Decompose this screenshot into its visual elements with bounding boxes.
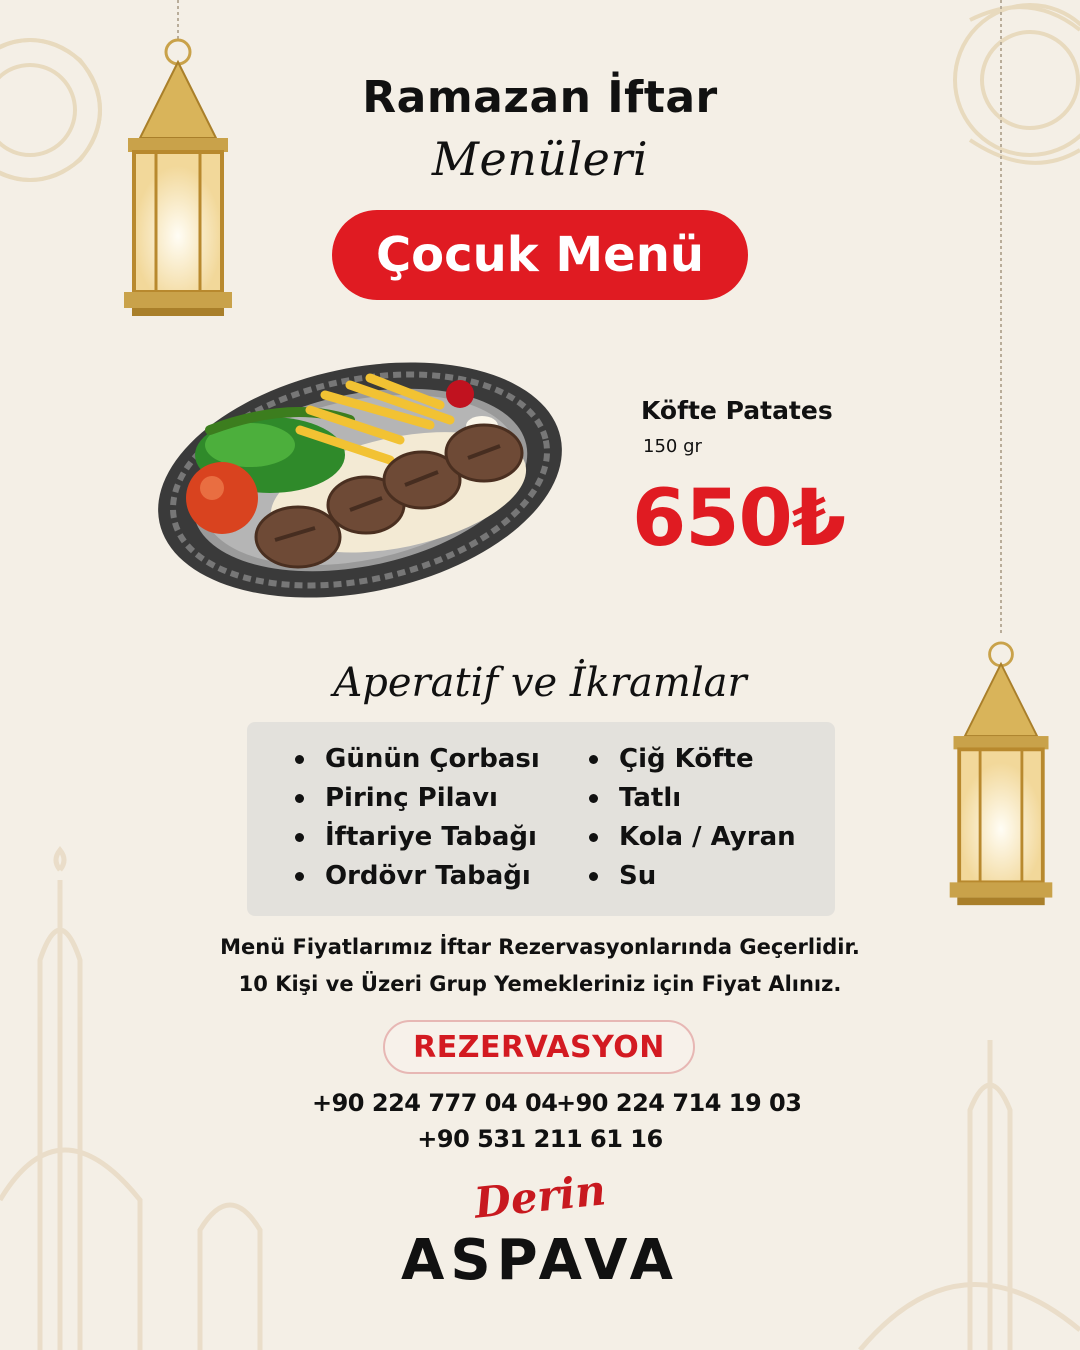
group-note: 10 Kişi ve Üzeri Grup Yemekleriniz için Fiyat Alınız. [238, 972, 842, 996]
list-item: Tatlı [589, 779, 796, 818]
list-item: Kola / Ayran [589, 818, 796, 857]
list-item: İftariye Tabağı [295, 818, 540, 857]
extras-list-left [295, 740, 540, 896]
bullet-icon [589, 755, 598, 764]
brand-logo-name: ASPAVA [401, 1228, 679, 1293]
bullet-icon [295, 833, 304, 842]
product-name: Köfte Patates [641, 396, 833, 425]
bullet-icon [589, 794, 598, 803]
reservation-button[interactable]: REZERVASYON [383, 1020, 695, 1074]
menu-badge: Çocuk Menü [332, 210, 748, 300]
bullet-icon [295, 872, 304, 881]
list-item: Ordövr Tabağı [295, 857, 540, 896]
page-title: Ramazan İftar [362, 72, 718, 123]
bullet-icon [295, 755, 304, 764]
phone-number-1[interactable]: +90 224 777 04 04 [312, 1089, 558, 1117]
product-price: 650₺ [632, 474, 846, 564]
phone-number-3[interactable]: +90 531 211 61 16 [417, 1125, 663, 1153]
food-plate-image [150, 350, 570, 610]
list-item: Su [589, 857, 796, 896]
product-weight: 150 gr [643, 436, 702, 457]
extras-box [247, 722, 835, 916]
list-item: Pirinç Pilavı [295, 779, 540, 818]
bullet-icon [295, 794, 304, 803]
list-item: Günün Çorbası [295, 740, 540, 779]
phone-number-2[interactable]: +90 224 714 19 03 [556, 1089, 802, 1117]
price-note: Menü Fiyatlarımız İftar Rezervasyonlarında Geçerlidir. [220, 935, 860, 959]
page-subtitle: Menüleri [431, 132, 649, 186]
extras-list-right [589, 740, 796, 896]
brand-logo-script: Derin [471, 1165, 609, 1228]
bullet-icon [589, 872, 598, 881]
list-item: Çiğ Köfte [589, 740, 796, 779]
extras-title: Aperatif ve İkramlar [333, 660, 747, 706]
bullet-icon [589, 833, 598, 842]
